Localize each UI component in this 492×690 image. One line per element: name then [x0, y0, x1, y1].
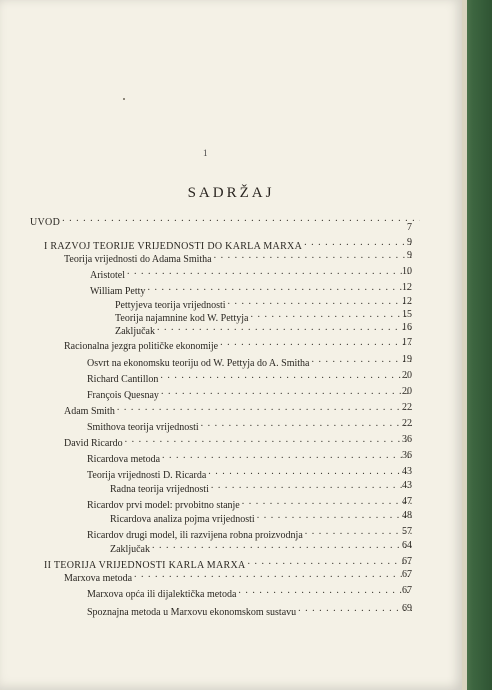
toc-entry-page: 10 [402, 266, 412, 277]
toc-entry-label: Osvrt na ekonomsku teoriju od W. Pettyja do A. Smitha [87, 358, 310, 369]
toc-entry[interactable] [64, 434, 412, 450]
page-marker: 1 [203, 148, 208, 158]
toc-entry-uvod[interactable] [30, 213, 420, 229]
toc-entry-page: 67 [402, 556, 412, 567]
toc-entry-label: Ricardova analiza pojma vrijednosti [110, 514, 255, 525]
toc-entry-label: Ricardov drugi model, ili razvijena robna proizvodnja [87, 530, 303, 541]
toc-entry-label: UVOD [30, 217, 61, 228]
toc-entry-page: 15 [402, 309, 412, 320]
leader-dots [147, 282, 412, 294]
toc-entry[interactable] [64, 402, 412, 418]
toc-entry-page: 16 [402, 322, 412, 333]
toc-entry-label: Zaključak [110, 544, 150, 555]
toc-entry[interactable] [90, 266, 412, 282]
toc-entry-page: 9 [407, 250, 412, 261]
toc-entry-page: 43 [402, 466, 412, 477]
toc-entry[interactable] [110, 480, 412, 496]
toc-entry-label: Teorija vrijednosti D. Ricarda [87, 470, 207, 481]
leader-dots [134, 569, 412, 581]
leader-dots [304, 237, 412, 249]
toc-entry-label: Marxova opća ili dijalektička metoda [87, 589, 237, 600]
toc-entry-label: Ricardov prvi model: prvobitno stanje [87, 500, 240, 511]
leader-dots [160, 370, 412, 382]
toc-entry-label: Zaključak [115, 326, 155, 337]
toc-entry[interactable] [64, 569, 412, 585]
page-title: SADRŽAJ [187, 185, 275, 201]
toc-entry-label: Smithova teorija vrijednosti [87, 422, 199, 433]
toc-entry-page: 12 [402, 296, 412, 307]
toc-entry-label: William Petty [90, 286, 146, 297]
toc-entry[interactable] [64, 337, 412, 353]
toc-entry[interactable] [110, 540, 412, 556]
leader-dots [250, 309, 412, 321]
leader-dots [242, 496, 412, 508]
toc-entry-page: 64 [402, 540, 412, 551]
toc-entry-label: Spoznajna metoda u Marxovu ekonomskom sustavu [87, 607, 297, 618]
toc-entry-page: 22 [402, 402, 412, 413]
toc-entry-label: Radna teorija vrijednosti [110, 484, 209, 495]
toc-entry-page: 20 [402, 386, 412, 397]
leader-dots [312, 354, 413, 366]
toc-entry-page: 20 [402, 370, 412, 381]
toc-entry[interactable] [87, 418, 412, 434]
leader-dots [248, 556, 412, 568]
toc-entry[interactable] [87, 370, 412, 386]
toc-entry-label: Ricardova metoda [87, 454, 161, 465]
toc-entry-label: Adam Smith [64, 406, 115, 417]
toc-entry-page: 57 [402, 526, 412, 537]
leader-dots [257, 510, 412, 522]
toc-entry-page: 12 [402, 282, 412, 293]
leader-dots [201, 418, 412, 430]
leader-dots [127, 266, 412, 278]
toc-entry-page: 19 [402, 354, 412, 365]
toc-entry[interactable] [87, 354, 412, 370]
toc-entry-page: 9 [407, 237, 412, 248]
toc-entry-page: 36 [402, 450, 412, 461]
toc-entry-label: Marxova metoda [64, 573, 133, 584]
toc-entry-page: 36 [402, 434, 412, 445]
leader-dots [208, 466, 412, 478]
leader-dots [62, 213, 420, 225]
leader-dots [298, 603, 412, 615]
leader-dots [220, 337, 412, 349]
leader-dots [161, 386, 412, 398]
page-edge [462, 0, 467, 690]
toc-entry[interactable] [115, 322, 412, 338]
toc-entry-page: 17 [402, 337, 412, 348]
leader-dots [157, 322, 412, 334]
toc-entry-page: 67 [402, 569, 412, 580]
toc-entry-label: Racionalna jezgra političke ekonomije [64, 341, 219, 352]
toc-entry-label: François Quesnay [87, 390, 159, 401]
toc-entry[interactable] [87, 450, 412, 466]
leader-dots [125, 434, 412, 446]
toc-entry[interactable] [64, 250, 412, 266]
toc-entry-label: Teorija vrijednosti do Adama Smitha [64, 254, 212, 265]
toc-entry-label: II TEORIJA VRIJEDNOSTI KARLA MARXA [44, 560, 246, 571]
toc-entry[interactable] [87, 603, 412, 619]
toc-entry-label: I RAZVOJ TEORIJE VRIJEDNOSTI DO KARLA MARXA [44, 241, 303, 252]
toc-entry-page: 69 [402, 603, 412, 614]
leader-dots [211, 480, 412, 492]
toc-entry-page: 7 [407, 222, 412, 233]
leader-dots [238, 585, 412, 597]
toc-entry-page: 43 [402, 480, 412, 491]
leader-dots [162, 450, 412, 462]
toc-entry-page: 47 [402, 496, 412, 507]
leader-dots [117, 402, 412, 414]
toc-entry-label: Richard Cantillon [87, 374, 159, 385]
toc-entry[interactable] [87, 585, 412, 601]
leader-dots [228, 296, 412, 308]
leader-dots [305, 526, 412, 538]
toc-entry-label: Aristotel [90, 270, 125, 281]
leader-dots [214, 250, 412, 262]
toc-entry-label: Pettyjeva teorija vrijednosti [115, 300, 226, 311]
toc-entry-label: David Ricardo [64, 438, 123, 449]
toc-entry[interactable] [87, 386, 412, 402]
toc-entry-page: 22 [402, 418, 412, 429]
toc-entry-label: Teorija najamnine kod W. Pettyja [115, 313, 249, 324]
toc-entry-page: 48 [402, 510, 412, 521]
toc-entry[interactable] [110, 510, 412, 526]
leader-dots [152, 540, 412, 552]
toc-entry-page: 67 [402, 585, 412, 596]
